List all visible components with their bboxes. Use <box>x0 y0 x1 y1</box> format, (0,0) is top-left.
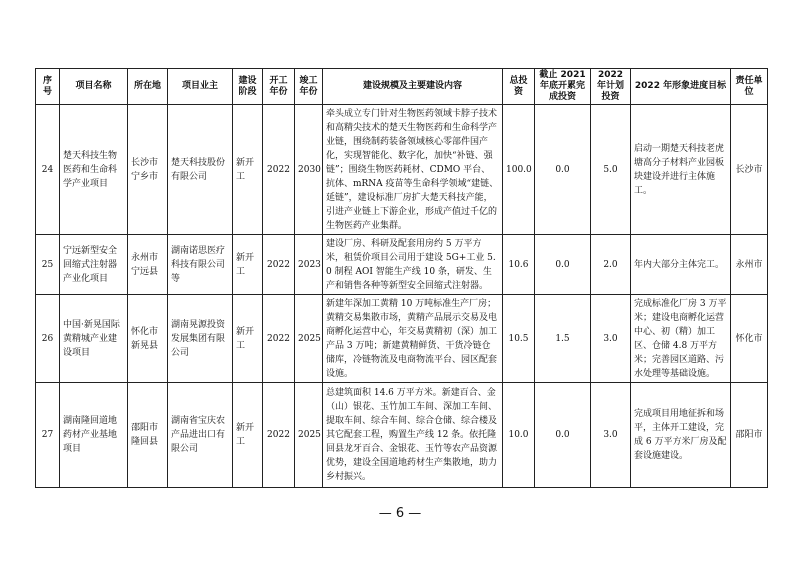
table-row <box>36 295 768 383</box>
document-page <box>35 68 767 488</box>
cell-goal-2022: 完成标准化厂房 3 万平米；建设电商孵化运营中心、初（精）加工区、仓储 4.8 万平方米；完善园区道路、污水处理等基础设施。 <box>631 295 731 383</box>
header-completed-2021: 截止 2021 年底开累完成投资 <box>535 69 591 105</box>
project-table <box>35 68 768 488</box>
cell-completed-2021: 0.0 <box>535 383 591 488</box>
cell-location: 长沙市宁乡市 <box>128 105 168 235</box>
header-content: 建设规模及主要建设内容 <box>323 69 503 105</box>
header-total-investment: 总投资 <box>503 69 535 105</box>
cell-content: 新建年深加工黄精 10 万吨标准生产厂房；黄精交易集散市场，黄精产品展示交易及电商孵化运营中心，年交易黄精初（深）加工产品 3 万吨；新建黄精鲜货、干货冷链仓储库，冷链物流及电商物流平台、园区配套设施。 <box>323 295 503 383</box>
cell-responsible-unit: 怀化市 <box>731 295 768 383</box>
cell-seq: 27 <box>36 383 60 488</box>
cell-project-name: 湖南隆回道地药材产业基地项目 <box>60 383 128 488</box>
cell-owner: 湖南晃源投资发展集团有限公司 <box>168 295 233 383</box>
cell-location: 邵阳市隆回县 <box>128 383 168 488</box>
cell-stage: 新开工 <box>233 105 263 235</box>
cell-end-year: 2023 <box>295 235 323 295</box>
header-name: 项目名称 <box>60 69 128 105</box>
cell-content: 牵头成立专门针对生物医药领域卡脖子技术和高精尖技术的楚天生物医药和生命科学产业链，围绕制药装备领域核心零部件国产化，实现智能化、数字化，加快“补链、强链”；围绕生物医药耗材、CDMO 平台、抗体、mRNA 疫苗等生命科学领域“建链、延链”，建设标准厂房扩大楚天科技产能，引进产业链上下游企业，形成产值过千亿的生物医药产业集群。 <box>323 105 503 235</box>
cell-content: 建设厂房、科研及配套用房约 5 万平方米，租赁价项目公司用于建设 5G+工业 5.0 制程 AOI 智能生产线 10 条，研发、生产和销售各种等新型安全回缩式注射器。 <box>323 235 503 295</box>
header-goal-2022: 2022 年形象进度目标 <box>631 69 731 105</box>
cell-start-year: 2022 <box>263 295 295 383</box>
cell-responsible-unit: 永州市 <box>731 235 768 295</box>
header-owner: 项目业主 <box>168 69 233 105</box>
cell-plan-2022: 3.0 <box>591 383 631 488</box>
cell-content: 总建筑面积 14.6 万平方米。新建百合、金（山）银花、玉竹加工车间、深加工车间、提取车间、综合车间、综合仓储、综合楼及其它配套工程，购置生产线 12 条。依托隆回县龙牙百合、金银花、玉竹等农产品资源优势，建设全国道地药材生产集散地，助力乡村振兴。 <box>323 383 503 488</box>
header-start-year: 开工年份 <box>263 69 295 105</box>
header-plan-2022: 2022 年计划投资 <box>591 69 631 105</box>
cell-owner: 湖南省宝庆农产品进出口有限公司 <box>168 383 233 488</box>
cell-owner: 湖南诺思医疗科技有限公司等 <box>168 235 233 295</box>
cell-stage: 新开工 <box>233 383 263 488</box>
cell-start-year: 2022 <box>263 383 295 488</box>
cell-stage: 新开工 <box>233 235 263 295</box>
cell-end-year: 2030 <box>295 105 323 235</box>
cell-goal-2022: 启动一期楚天科技老虎塘高分子材料产业园板块建设并进行主体施工。 <box>631 105 731 235</box>
cell-completed-2021: 1.5 <box>535 295 591 383</box>
cell-start-year: 2022 <box>263 105 295 235</box>
page-number: — 6 — <box>378 506 422 521</box>
header-stage: 建设阶段 <box>233 69 263 105</box>
cell-total-investment: 10.6 <box>503 235 535 295</box>
table-row <box>36 105 768 235</box>
header-responsible-unit: 责任单位 <box>731 69 768 105</box>
cell-seq: 25 <box>36 235 60 295</box>
cell-goal-2022: 完成项目用地征拆和场平，主体开工建设，完成 6 万平方米厂房及配套设施建设。 <box>631 383 731 488</box>
cell-completed-2021: 0.0 <box>535 105 591 235</box>
cell-location: 怀化市新晃县 <box>128 295 168 383</box>
header-seq: 序号 <box>36 69 60 105</box>
cell-seq: 24 <box>36 105 60 235</box>
cell-project-name: 楚天科技生物医药和生命科学产业项目 <box>60 105 128 235</box>
cell-goal-2022: 年内大部分主体完工。 <box>631 235 731 295</box>
cell-end-year: 2025 <box>295 383 323 488</box>
cell-plan-2022: 3.0 <box>591 295 631 383</box>
table-header-row <box>36 69 768 105</box>
cell-seq: 26 <box>36 295 60 383</box>
cell-owner: 楚天科技股份有限公司 <box>168 105 233 235</box>
cell-total-investment: 100.0 <box>503 105 535 235</box>
table-row <box>36 383 768 488</box>
cell-plan-2022: 5.0 <box>591 105 631 235</box>
cell-responsible-unit: 邵阳市 <box>731 383 768 488</box>
cell-project-name: 宁远新型安全回缩式注射器产业化项目 <box>60 235 128 295</box>
header-end-year: 竣工年份 <box>295 69 323 105</box>
cell-plan-2022: 2.0 <box>591 235 631 295</box>
cell-location: 永州市宁远县 <box>128 235 168 295</box>
cell-total-investment: 10.5 <box>503 295 535 383</box>
table-row <box>36 235 768 295</box>
cell-responsible-unit: 长沙市 <box>731 105 768 235</box>
cell-stage: 新开工 <box>233 295 263 383</box>
cell-project-name: 中国·新晃国际黄精城产业建设项目 <box>60 295 128 383</box>
cell-total-investment: 10.0 <box>503 383 535 488</box>
header-location: 所在地 <box>128 69 168 105</box>
cell-end-year: 2025 <box>295 295 323 383</box>
cell-start-year: 2022 <box>263 235 295 295</box>
cell-completed-2021: 0.0 <box>535 235 591 295</box>
